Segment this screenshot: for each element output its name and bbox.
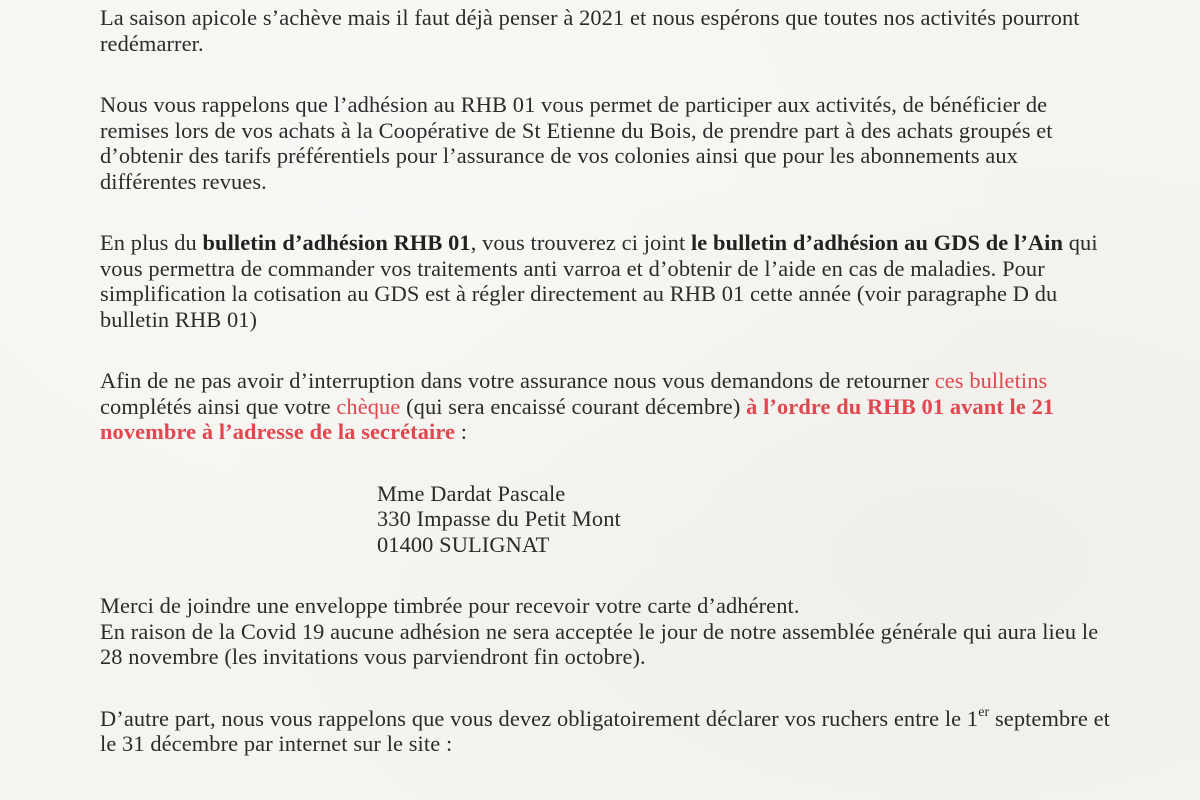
paragraph-bulletins-mid: , vous trouverez ci joint — [470, 230, 691, 255]
secretary-address — [377, 481, 1110, 558]
paragraph-instructions-t4: : — [455, 419, 468, 444]
paragraph-membership-benefits-text: Nous vous rappelons que l’adhésion au RHB 01 vous permet de participer aux activités, de bénéficier de remises lors de vos achats à la Coopérative de St Etienne du Bois, de prendre part à des achats groupés et d’obtenir des tarifs préférentiels pour l’assurance de vos colonies ainsi que pour les abonnements aux différentes revues. — [100, 92, 1053, 194]
address-street: 330 Impasse du Petit Mont — [377, 506, 621, 531]
bulletin-rhb-bold: bulletin d’adhésion RHB 01 — [202, 230, 471, 255]
paragraph-covid-line: En raison de la Covid 19 aucune adhésion ne sera acceptée le jour de notre assemblée générale qui aura lieu le 28 novembre (les invitations vous parviendront fin octobre). — [100, 618, 1099, 669]
paragraph-instructions-t3: (qui sera encaissé courant décembre) — [400, 393, 747, 419]
address-city: 01400 SULIGNAT — [377, 531, 550, 557]
paragraph-instructions — [100, 368, 1110, 445]
bulletin-gds-bold: le bulletin d’adhésion au GDS de l’Ain — [690, 230, 1064, 255]
paragraph-membership-benefits — [100, 92, 1110, 194]
paragraph-declaration — [100, 706, 1110, 757]
ordinal-superscript: er — [978, 705, 990, 721]
paragraph-declaration-t2: septembre et le 31 décembre par internet sur le site : — [100, 705, 1110, 756]
highlight-bulletins: ces bulletins — [934, 368, 1048, 393]
paragraph-bulletins — [100, 230, 1110, 332]
paragraph-instructions-t2: complétés ainsi que votre — [100, 393, 337, 419]
paragraph-instructions-t1: Afin de ne pas avoir d’interruption dans votre assurance nous vous demandons de retourner — [100, 368, 935, 393]
highlight-cheque: chèque — [336, 393, 401, 419]
paragraph-season-text: La saison apicole s’achève mais il faut déjà penser à 2021 et nous espérons que toutes nos activités pourront redémarrer. — [100, 5, 1080, 56]
paragraph-season — [100, 5, 1110, 56]
paragraph-envelope-line: Merci de joindre une enveloppe timbrée pour recevoir votre carte d’adhérent. — [100, 593, 800, 618]
address-name: Mme Dardat Pascale — [377, 480, 566, 506]
paragraph-bulletins-prefix: En plus du — [100, 230, 203, 255]
letter-body — [100, 5, 1110, 793]
highlight-deadline: à l’ordre du RHB 01 avant le 21 novembre à l’adresse de la secrétaire — [100, 393, 1055, 444]
paragraph-bulletins-suffix: qui vous permettra de commander vos traitements anti varroa et d’obtenir de l’aide en cas de maladies. Pour simplification la cotisation au GDS est à régler directement au RHB 01 cette année (voir paragraphe D du bulletin RHB 01) — [100, 230, 1098, 332]
paragraph-envelope-covid — [100, 593, 1110, 670]
paragraph-declaration-t1: D’autre part, nous vous rappelons que vous devez obligatoirement déclarer vos ruchers entre le 1 — [100, 705, 979, 731]
